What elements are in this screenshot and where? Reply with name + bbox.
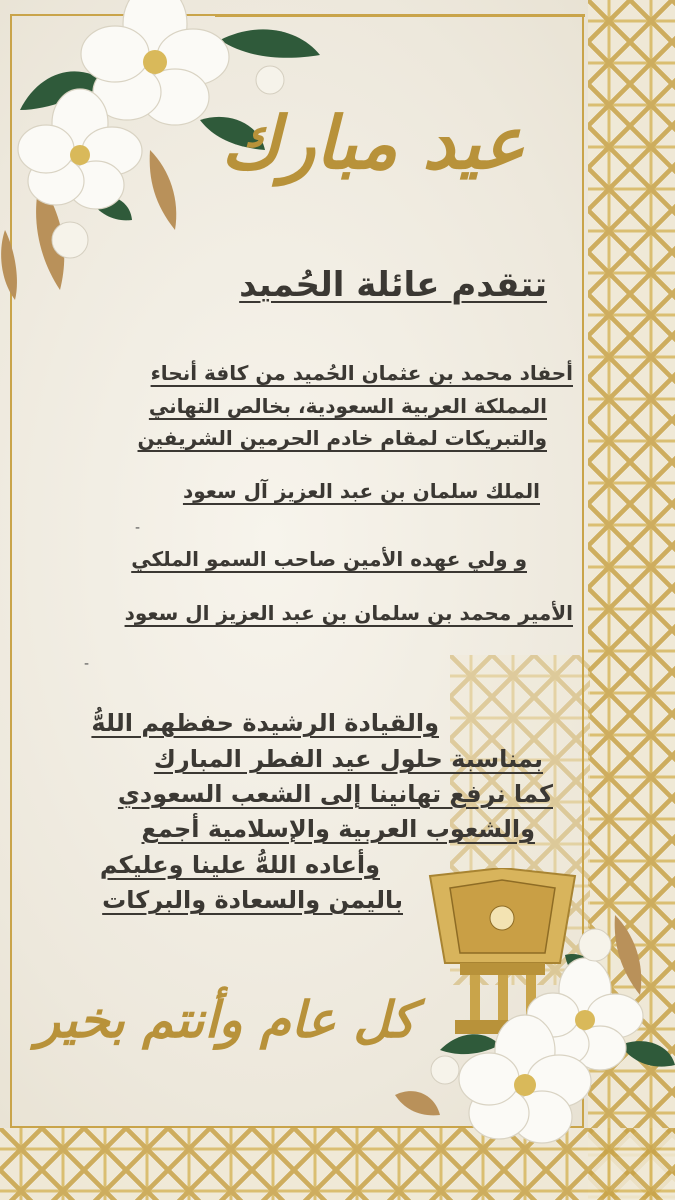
prince-name-line: الأمير محمد بن سلمان بن عبد العزيز ال سعود (124, 601, 573, 625)
crown-prince-line: و ولي عهده الأمين صاحب السمو الملكي (131, 547, 527, 571)
intro-line-1: أحفاد محمد بن عثمان الحُميد من كافة أنحاء (150, 361, 573, 385)
wishes-line-6: باليمن والسعادة والبركات (102, 886, 403, 914)
wishes-line-2: بمناسبة حلول عيد الفطر المبارك (153, 745, 543, 773)
wishes-line-5: وأعاده اللهُّ علينا وعليكم (99, 851, 380, 879)
wishes-line-1: والقيادة الرشيدة حفظهم اللهُّ (91, 709, 439, 737)
eid-mubarak-calligraphy: عيد مبارك (221, 100, 525, 185)
king-line: الملك سلمان بن عبد العزيز آل سعود (182, 479, 540, 503)
footer-calligraphy: كل عام وأنتم بخير (35, 990, 415, 1049)
floral-bottom-right-icon (385, 905, 675, 1150)
wishes-line-4: والشعوب العربية والإسلامية أجمع (141, 815, 535, 843)
separator-dash-1: - (135, 520, 141, 536)
intro-line-2: المملكة العربية السعودية، بخالص التهاني (148, 394, 547, 418)
intro-line-3: والتبريكات لمقام خادم الحرمين الشريفين (137, 426, 547, 450)
page-title: تتقدم عائلة الحُميد (239, 265, 547, 305)
separator-dash-2: - (84, 656, 90, 672)
wishes-line-3: كما نرفع تهانينا إلى الشعب السعودي (117, 780, 553, 808)
